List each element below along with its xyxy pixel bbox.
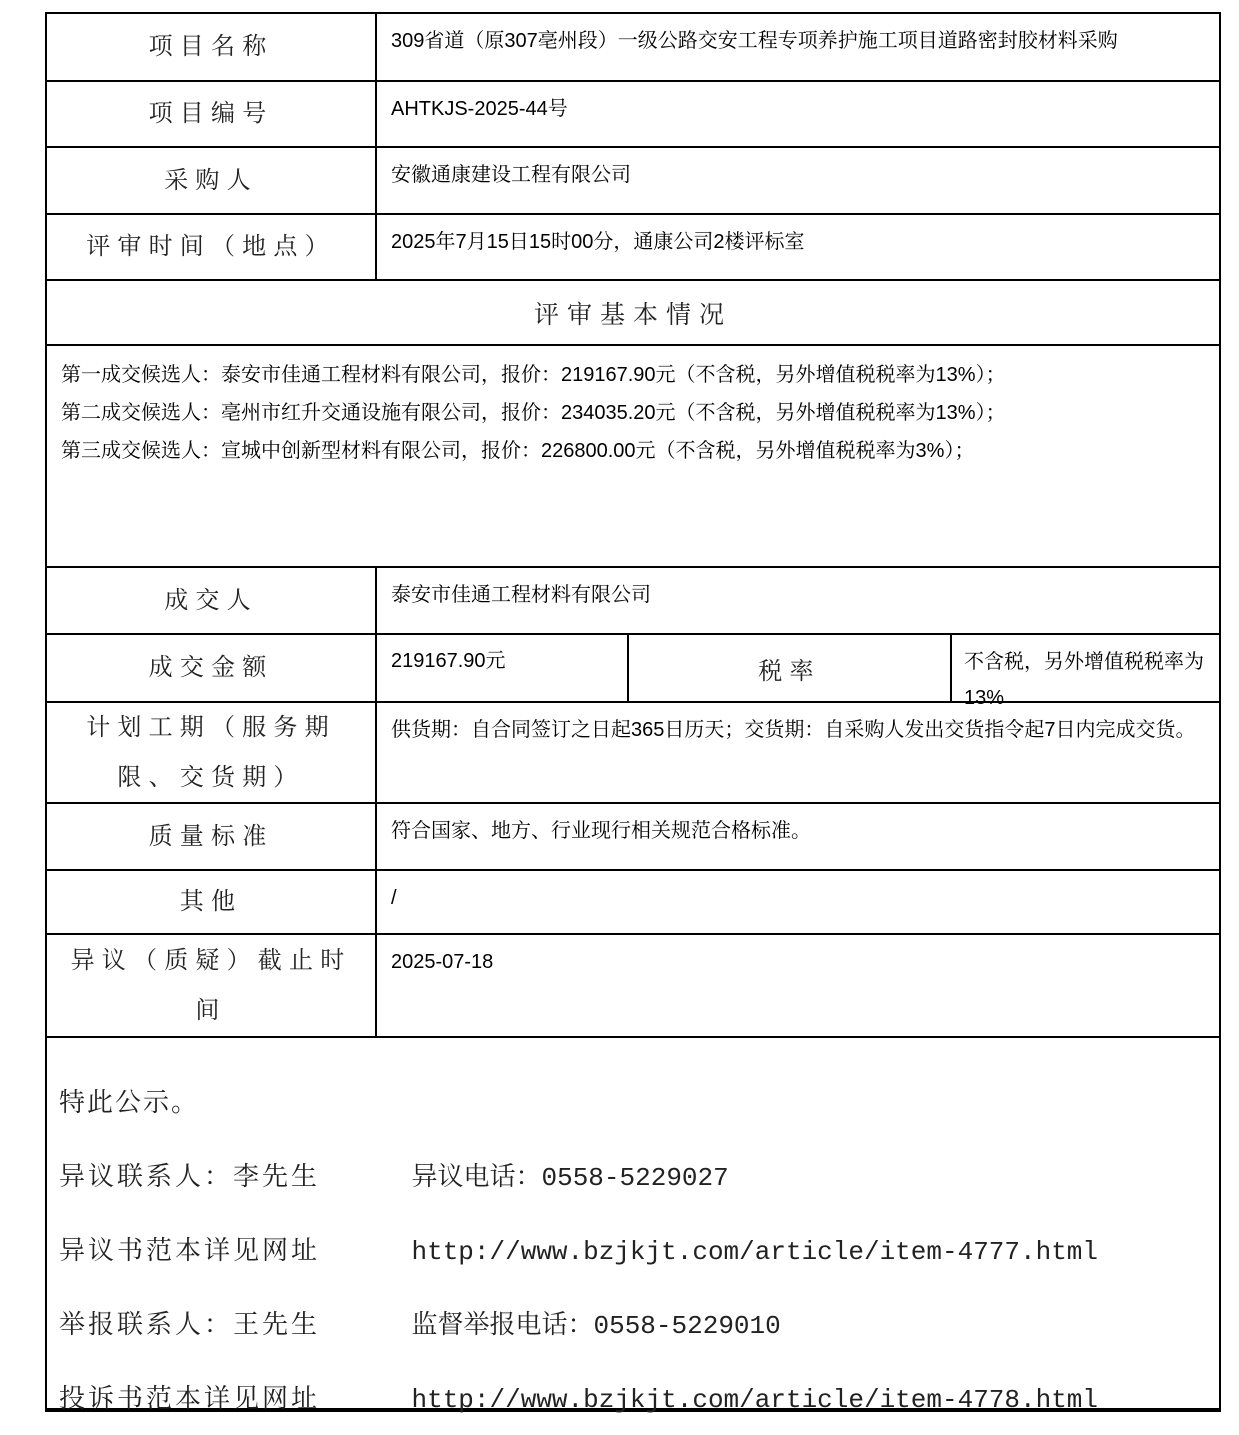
table-row-winner bbox=[47, 566, 1219, 633]
objection-template-url: http://www.bzjkjt.com/article/item-4777.html bbox=[411, 1237, 1099, 1267]
other-value: / bbox=[391, 887, 397, 909]
other-label: 其他 bbox=[47, 871, 377, 933]
complaint-template-line bbox=[59, 1378, 1199, 1415]
review-time-label: 评审时间（地点） bbox=[47, 215, 377, 279]
candidate-line-3: 第三成交候选人：宣城中创新型材料有限公司，报价：226800.00元（不含税，另外增值税税率为3%）； bbox=[61, 440, 975, 462]
table-row-objection-deadline bbox=[47, 933, 1219, 1036]
winner-value: 泰安市佳通工程材料有限公司 bbox=[391, 584, 651, 606]
schedule-label: 计划工期（服务期限、交货期） bbox=[47, 703, 377, 802]
candidates-list bbox=[47, 346, 1219, 566]
complaint-template-url: http://www.bzjkjt.com/article/item-4778.html bbox=[411, 1385, 1099, 1415]
objection-template-line bbox=[59, 1230, 1199, 1267]
section-title: 评审基本情况 bbox=[533, 301, 732, 329]
objection-contact-label: 异议联系人：李先生 bbox=[59, 1162, 321, 1191]
table-row-purchaser bbox=[47, 146, 1219, 213]
quality-label: 质量标准 bbox=[47, 804, 377, 869]
amount-label: 成交金额 bbox=[47, 635, 377, 701]
objection-contact-line bbox=[59, 1156, 1199, 1193]
winner-label: 成交人 bbox=[47, 568, 377, 633]
footer-notice bbox=[47, 1038, 1219, 1415]
review-time-value: 2025年7月15日15时00分，通康公司2楼评标室 bbox=[391, 231, 805, 253]
tax-rate-value: 不含税，另外增值税税率为13% bbox=[964, 651, 1204, 709]
table-row-candidates bbox=[47, 344, 1219, 566]
table-row-review-time bbox=[47, 213, 1219, 279]
table-row-quality bbox=[47, 802, 1219, 869]
report-phone: 监督举报电话：0558-5229010 bbox=[411, 1311, 781, 1341]
report-contact-line bbox=[59, 1304, 1199, 1341]
table-row-project-number bbox=[47, 80, 1219, 146]
project-name-value: 309省道（原307亳州段）一级公路交安工程专项养护施工项目道路密封胶材料采购 bbox=[391, 30, 1118, 52]
table-row-project-name bbox=[47, 14, 1219, 80]
objection-template-label: 异议书范本详见网址 bbox=[59, 1236, 321, 1265]
amount-value: 219167.90元 bbox=[377, 635, 629, 701]
schedule-value: 供货期：自合同签订之日起365日历天；交货期：自采购人发出交货指令起7日内完成交货。 bbox=[391, 719, 1196, 741]
candidate-line-1: 第一成交候选人：泰安市佳通工程材料有限公司，报价：219167.90元（不含税，另外增值税税率为13%）； bbox=[61, 364, 1006, 386]
announcement-note: 特此公示。 bbox=[59, 1088, 200, 1117]
project-number-label: 项目编号 bbox=[47, 82, 377, 146]
table-row-footer bbox=[47, 1036, 1219, 1415]
table-row-schedule bbox=[47, 701, 1219, 802]
project-name-label: 项目名称 bbox=[47, 14, 377, 80]
complaint-template-label: 投诉书范本详见网址 bbox=[59, 1384, 321, 1413]
objection-deadline-value: 2025-07-18 bbox=[391, 951, 494, 973]
candidate-line-2: 第二成交候选人：亳州市红升交通设施有限公司，报价：234035.20元（不含税，另外增值税税率为13%）； bbox=[61, 402, 1006, 424]
table-row-amount bbox=[47, 633, 1219, 709]
quality-value: 符合国家、地方、行业现行相关规范合格标准。 bbox=[391, 820, 811, 842]
purchaser-label: 采购人 bbox=[47, 148, 377, 213]
table-row-other bbox=[47, 869, 1219, 933]
procurement-result-table bbox=[45, 12, 1221, 1415]
tax-rate-label: 税率 bbox=[629, 635, 952, 701]
project-number-value: AHTKJS-2025-44号 bbox=[391, 98, 568, 120]
objection-phone: 异议电话：0558-5229027 bbox=[411, 1163, 729, 1193]
objection-deadline-label: 异议（质疑）截止时间 bbox=[47, 935, 377, 1036]
purchaser-value: 安徽通康建设工程有限公司 bbox=[391, 164, 631, 186]
report-contact-label: 举报联系人：王先生 bbox=[59, 1310, 321, 1339]
table-row-section-header bbox=[47, 279, 1219, 344]
